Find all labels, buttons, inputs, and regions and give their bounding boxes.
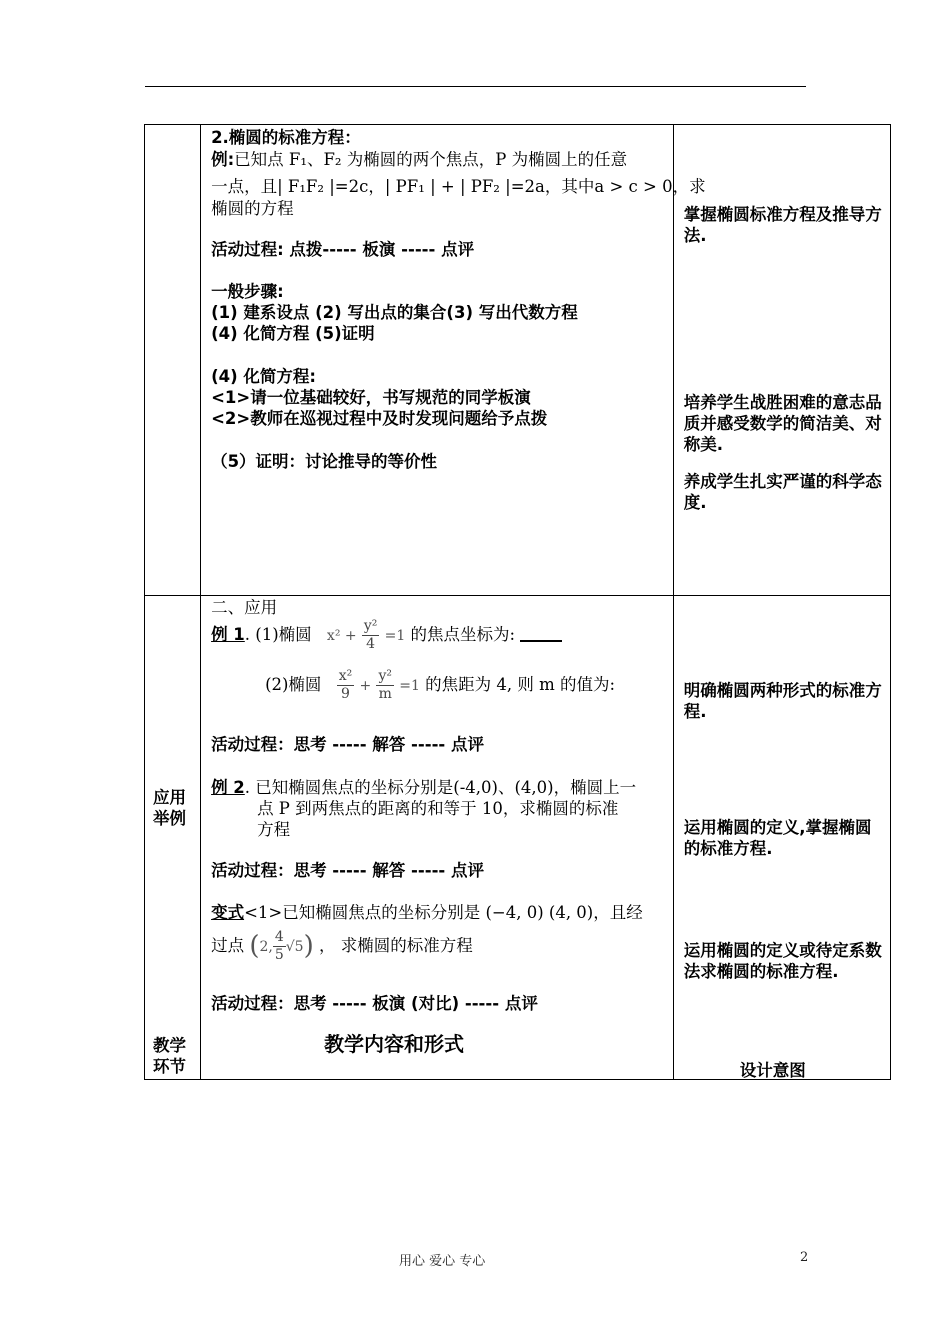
header-rule <box>145 86 806 87</box>
variant-line-2: 过点 (2, $\frac{4}{5}$ √5) ， 求椭圆的标准方程 <box>211 929 473 963</box>
variant-line-1: 变式<1>已知椭圆焦点的坐标分别是 (−4, 0) (4, 0)，且经 <box>211 903 643 922</box>
example-1-line-2: (2)椭圆 $\frac{\text{x²}}{9}$ + $\frac{\text{y²}}{m}$ =1 的焦距为 4, 则 m 的值为: <box>265 668 616 702</box>
simplify-step-2: <2>教师在巡视过程中及时发现问题给予点拨 <box>211 409 548 428</box>
activity-text: 活动过程: 点拨----- 板演 ----- 点评 <box>211 240 475 259</box>
example-1-line-1: 例 1. (1)椭圆 x² + $\frac{\text{y²}}{4}$ =1 的焦点坐标为: <box>211 618 562 653</box>
simplify-step-1: <1>请一位基础较好，书写规范的同学板演 <box>211 388 531 407</box>
intent-cell-2 <box>673 596 890 1080</box>
intent-text-2: 培养学生战胜困难的意志品质并感受数学的简洁美、对称美. <box>683 393 882 454</box>
example-line-1: 例:已知点 F₁、F₂ 为椭圆的两个焦点，P 为椭圆上的任意 <box>211 150 628 169</box>
steps-line-1: (1) 建系设点 (2) 写出点的集合(3) 写出代数方程 <box>211 303 578 322</box>
answer-blank <box>520 626 562 642</box>
intent-text-4: 明确椭圆两种形式的标准方程. <box>683 681 882 721</box>
content-cell-1 <box>201 125 706 596</box>
activity-text-2: 活动过程：思考 ----- 解答 ----- 点评 <box>211 861 485 880</box>
footer-motto: 用心 爱心 专心 <box>399 1254 486 1269</box>
content-cell-2 <box>201 596 674 1080</box>
intent-footer: 设计意图 <box>739 1061 806 1080</box>
intent-cell-1 <box>673 125 890 596</box>
example-2-line-1: 例 2. 已知椭圆焦点的坐标分别是(-4,0)、(4,0)，椭圆上一 <box>211 778 637 797</box>
stage-cell-2 <box>145 596 201 1080</box>
intent-text-3: 养成学生扎实严谨的科学态度. <box>683 472 882 512</box>
example-2-line-2: 点 P 到两焦点的距离的和等于 10，求椭圆的标准 <box>257 799 619 818</box>
stage-footer: 教学环节 <box>153 1036 186 1076</box>
application-section: 二、应用 <box>211 598 278 617</box>
table-row <box>145 596 891 1080</box>
table-row <box>145 125 891 596</box>
activity-text-3: 活动过程：思考 ----- 板演 (对比) ----- 点评 <box>211 994 538 1013</box>
steps-title: 一般步骤: <box>211 282 284 301</box>
section-heading: 2.椭圆的标准方程： <box>211 128 361 147</box>
stage-label: 应用举例 <box>153 788 186 828</box>
activity-text-1: 活动过程：思考 ----- 解答 ----- 点评 <box>211 735 485 754</box>
page-number: 2 <box>800 1250 809 1265</box>
example-2-line-3: 方程 <box>257 820 291 839</box>
proof-text: （5）证明：讨论推导的等价性 <box>211 452 438 471</box>
stage-cell-1 <box>145 125 201 596</box>
lesson-table <box>144 124 891 1080</box>
example-line-2: 一点，且| F₁F₂ |=2c，| PF₁ | + | PF₂ |=2a，其中a > c > 0，求 <box>211 177 706 196</box>
example-line-3: 椭圆的方程 <box>211 199 294 218</box>
simplify-title: (4) 化简方程: <box>211 367 316 386</box>
intent-text-6: 运用椭圆的定义或待定系数法求椭圆的标准方程. <box>683 941 882 981</box>
intent-text-5: 运用椭圆的定义,掌握椭圆的标准方程. <box>683 818 872 858</box>
steps-line-2: (4) 化简方程 (5)证明 <box>211 324 375 343</box>
intent-text-1: 掌握椭圆标准方程及推导方法. <box>683 205 882 245</box>
content-footer: 教学内容和形式 <box>324 1032 465 1056</box>
